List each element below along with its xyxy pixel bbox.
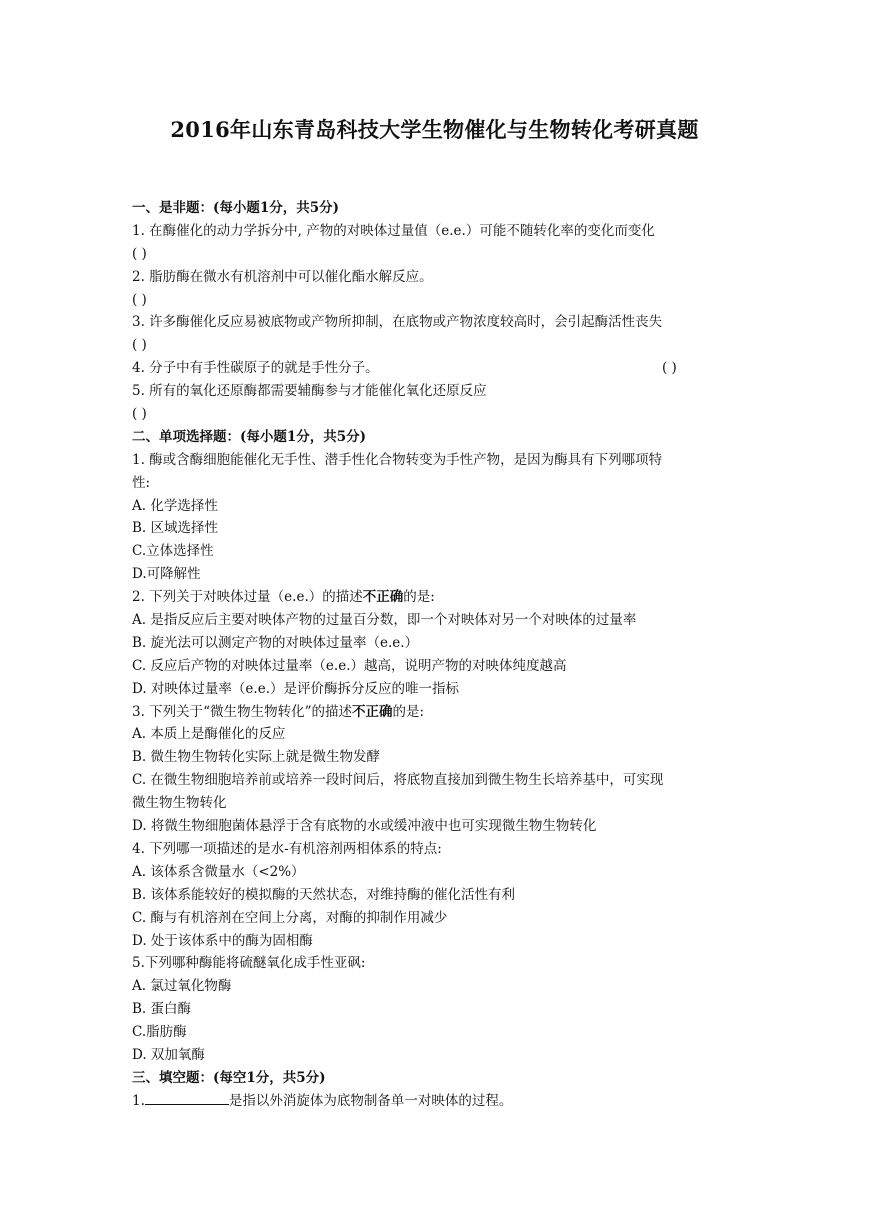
tf-question-4 [132, 357, 740, 380]
mc-option-3a: A. 本质上是酶催化的反应 [132, 726, 286, 743]
mc-option-2b: B. 旋光法可以测定产物的对映体过量率（e.e.） [132, 634, 419, 651]
fill-question-1-text: 是指以外消旋体为底物制备单一对映体的过程。 [228, 1092, 513, 1109]
mc-question-2 [132, 586, 740, 609]
mc-option-1c: C.立体选择性 [132, 543, 214, 560]
mc-option-2c: C. 反应后产物的对映体过量率（e.e.）越高，说明产物的对映体纯度越高 [132, 657, 567, 674]
mc-option-2d: D. 对映体过量率（e.e.）是评价酶拆分反应的唯一指标 [132, 680, 459, 697]
mc-option-3c-cont: 微生物生物转化 [132, 795, 227, 812]
mc-question-3-emphasis: 不正确 [351, 703, 393, 720]
fill-question-1 [132, 1090, 740, 1113]
mc-option-1d: D.可降解性 [132, 566, 201, 583]
mc-question-4: 4. 下列哪一项描述的是水-有机溶剂两相体系的特点: [132, 840, 442, 857]
mc-question-2-post: 的是: [403, 589, 435, 606]
tf-question-3: 3. 许多酶催化反应易被底物或产物所抑制，在底物或产物浓度较高时，会引起酶活性丧失 [132, 314, 663, 331]
section-heading-single-choice: 二、单项选择题：(每小题1分，共5分) [132, 428, 367, 445]
mc-question-3-post: 的是: [392, 703, 425, 720]
mc-question-5: 5.下列哪种酶能将硫醚氧化成手性亚砜: [132, 955, 366, 972]
mc-option-5a: A. 氯过氧化物酶 [132, 978, 232, 995]
mc-option-5d: D. 双加氧酶 [132, 1046, 205, 1063]
mc-question-3 [132, 701, 740, 724]
mc-option-4a: A. 该体系含微量水（<2%） [132, 863, 305, 880]
mc-option-4b: B. 该体系能较好的模拟酶的天然状态，对维持酶的催化活性有利 [132, 886, 516, 903]
tf-answer-paren-5: ( ) [132, 406, 147, 423]
mc-option-1a: A. 化学选择性 [132, 497, 218, 514]
mc-option-4d: D. 处于该体系中的酶为固相酶 [132, 932, 313, 949]
mc-option-4c: C. 酶与有机溶剂在空间上分离，对酶的抑制作用减少 [132, 909, 448, 926]
fill-question-1-number: 1. [132, 1092, 145, 1109]
fill-blank-line [145, 1090, 229, 1105]
mc-option-3b: B. 微生物生物转化实际上就是微生物发酵 [132, 749, 381, 766]
tf-answer-paren-2: ( ) [132, 291, 147, 308]
tf-question-2: 2. 脂肪酶在微水有机溶剂中可以催化酯水解反应。 [132, 268, 433, 285]
mc-option-2a: A. 是指反应后主要对映体产物的过量百分数，即一个对映体对另一个对映体的过量率 [132, 612, 637, 629]
mc-question-2-pre: 2. 下列关于对映体过量（e.e.）的描述 [132, 589, 363, 606]
tf-question-5: 5. 所有的氧化还原酶都需要辅酶参与才能催化氧化还原反应 [132, 383, 487, 400]
mc-question-1: 1. 酶或含酶细胞能催化无手性、潜手性化合物转变为手性产物，是因为酶具有下列哪项特 [132, 451, 663, 468]
section-heading-fill-blank: 三、填空题：(每空1分，共5分) [132, 1069, 326, 1086]
mc-option-5c: C.脂肪酶 [132, 1024, 187, 1041]
tf-question-1: 1. 在酶催化的动力学拆分中, 产物的对映体过量值（e.e.）可能不随转化率的变化而变化 [132, 222, 655, 239]
mc-question-3-pre: 3. 下列关于“微生物生物转化”的描述 [132, 703, 352, 720]
mc-option-3d: D. 将微生物细胞菌体悬浮于含有底物的水或缓冲液中也可实现微生物生物转化 [132, 818, 597, 835]
section-heading-true-false: 一、是非题：(每小题1分，共5分) [132, 200, 340, 216]
exam-content [132, 197, 740, 1113]
mc-option-1b: B. 区域选择性 [132, 520, 219, 537]
tf-answer-paren-4: ( ) [662, 360, 677, 377]
mc-question-1-cont: 性: [132, 474, 151, 491]
mc-option-3c: C. 在微生物细胞培养前或培养一段时间后，将底物直接加到微生物生长培养基中，可实现 [132, 772, 664, 789]
page-title: 2016年山东青岛科技大学生物催化与生物转化考研真题 [170, 117, 699, 142]
tf-question-4-text: 4. 分子中有手性碳原子的就是手性分子。 [132, 360, 379, 377]
mc-option-5b: B. 蛋白酶 [132, 1001, 192, 1018]
mc-question-2-emphasis: 不正确 [362, 589, 404, 606]
tf-answer-paren-1: ( ) [132, 245, 147, 262]
tf-answer-paren-3: ( ) [132, 337, 147, 354]
